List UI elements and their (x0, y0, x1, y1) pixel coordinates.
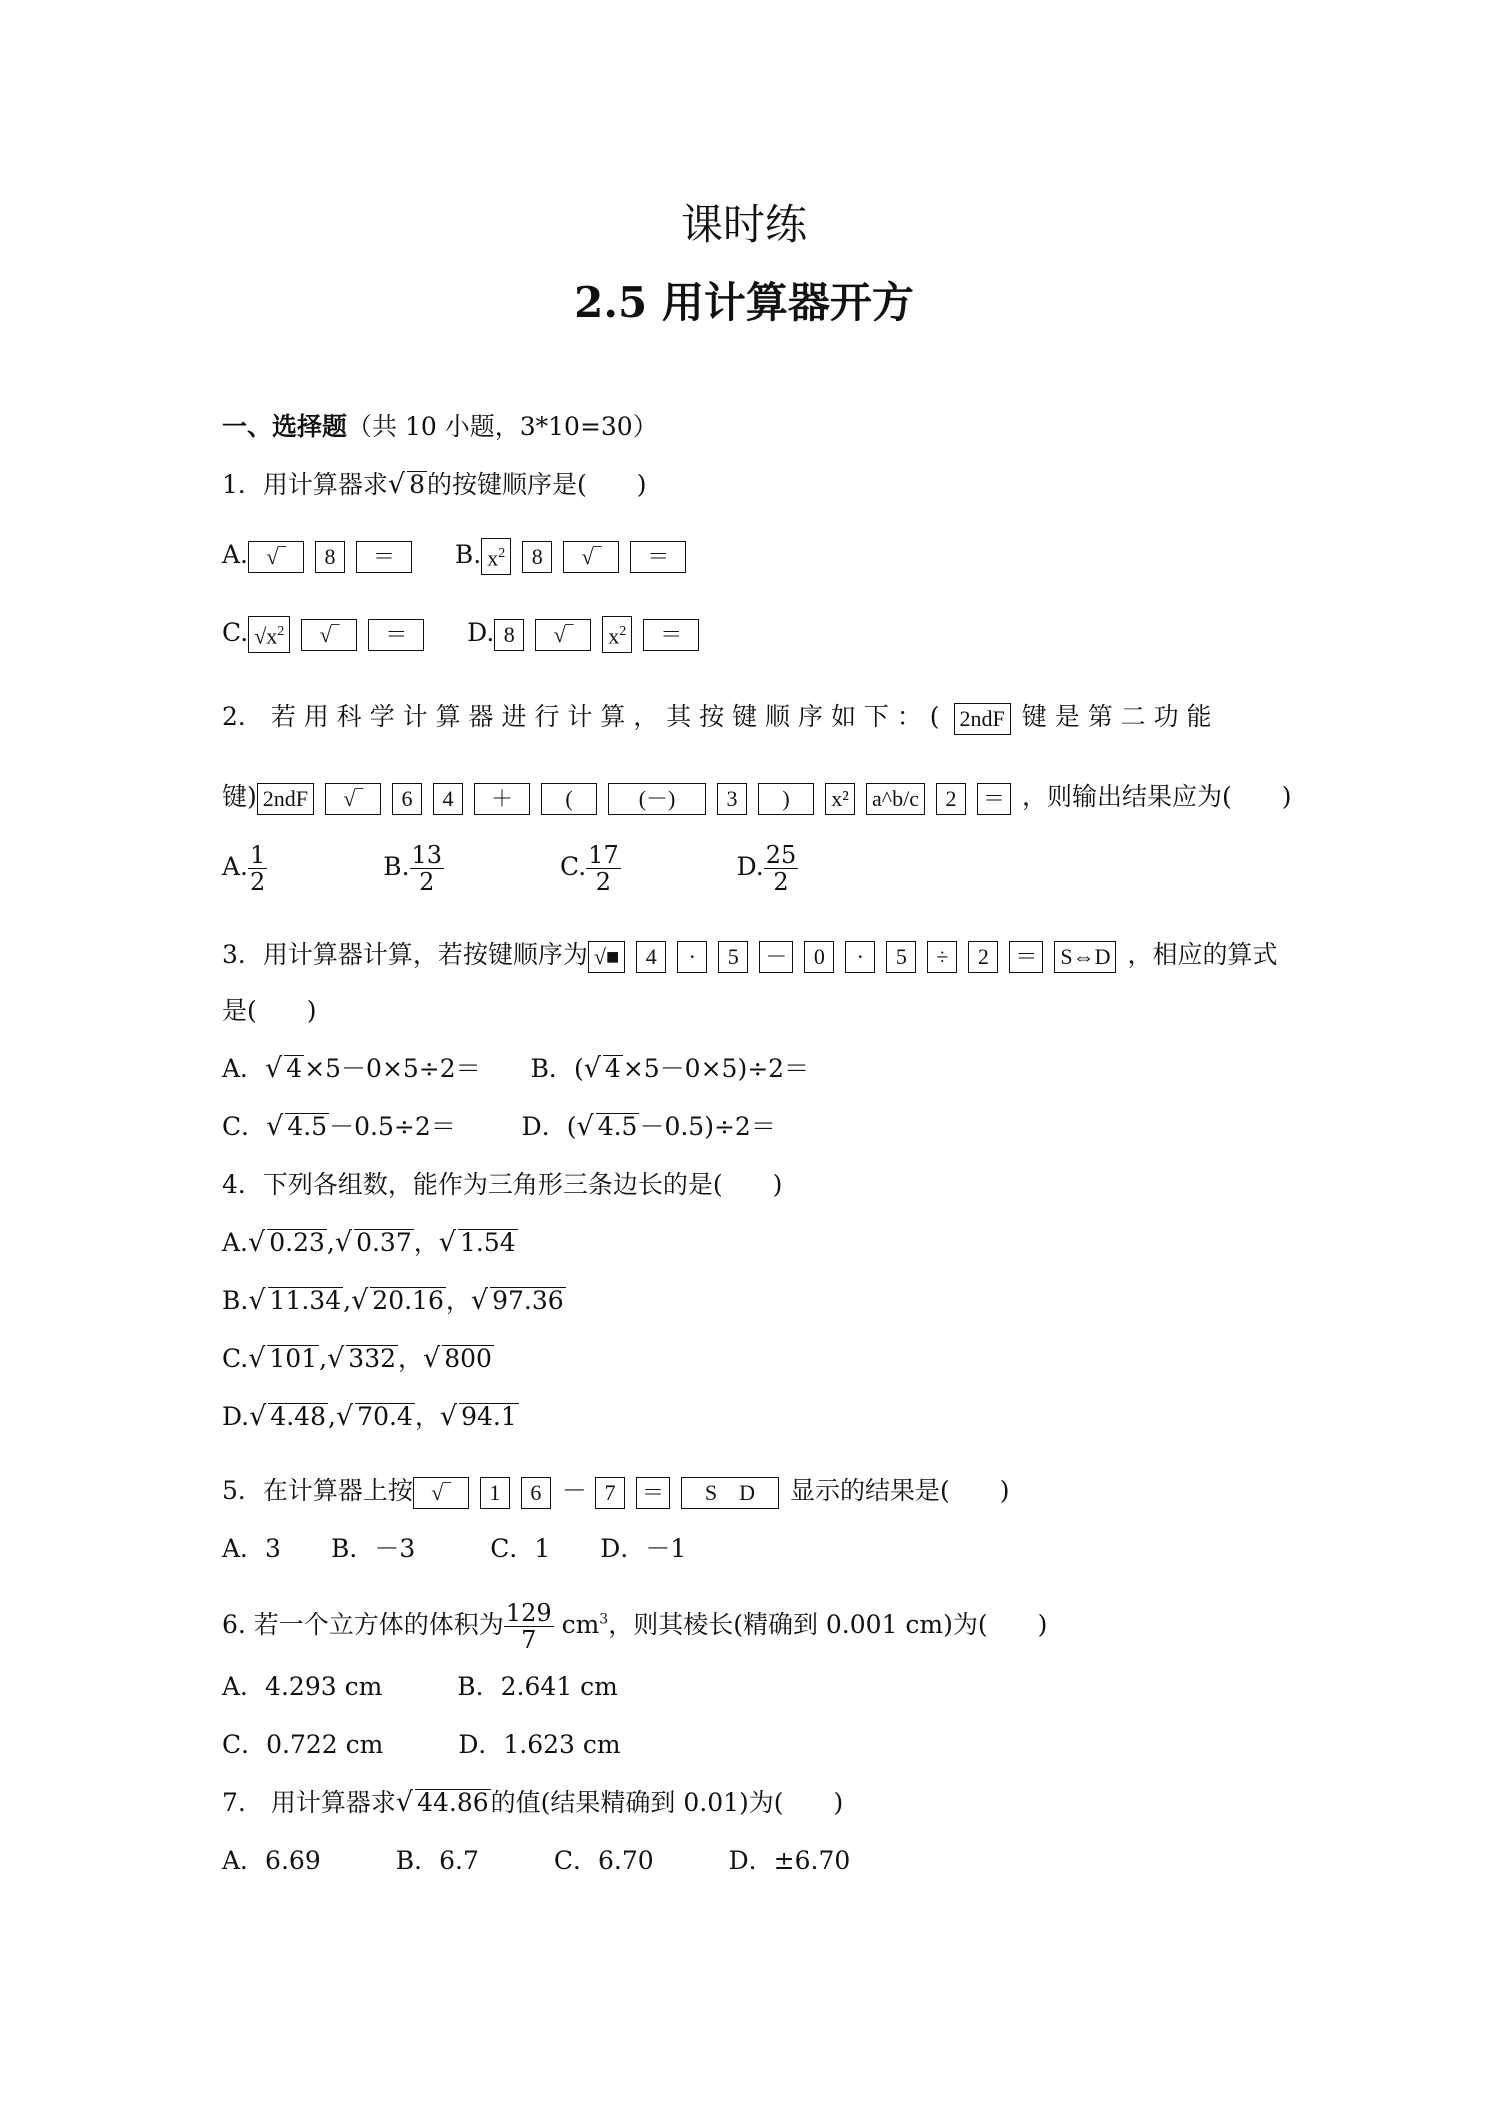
radicand: 4 (604, 1054, 621, 1083)
q1-option-d-label: D. (467, 618, 495, 647)
key-4: 4 (433, 783, 463, 815)
q4-option-d (222, 1400, 519, 1434)
key-equals: ＝ (630, 541, 686, 573)
q4-option-b (222, 1284, 566, 1318)
q3-option-a-label: A． (222, 1054, 266, 1083)
key-equals: ＝ (1009, 941, 1043, 973)
radical-sign: √ (249, 1401, 267, 1432)
question-2-keys (222, 780, 1292, 815)
separator: ， (413, 1228, 439, 1257)
key-5: 5 (886, 941, 916, 973)
q3-stem-b: ，相应的算式 (1127, 940, 1278, 969)
q6-stem-b: ，则其棱长(精确到 0.001 cm)为( ) (608, 1610, 1048, 1639)
q2-stem-d: ，则输出结果应为( ) (1022, 782, 1292, 811)
key-equals: ＝ (643, 619, 699, 651)
numerator: 25 (765, 841, 797, 869)
separator: , (328, 1402, 336, 1431)
q1-stem-a: 1．用计算器求 (222, 470, 388, 499)
denominator: 2 (419, 868, 435, 896)
key-2ndf: 2ndF (257, 783, 314, 815)
radicand: 70.4 (357, 1402, 413, 1431)
key-equals: ＝ (356, 541, 412, 573)
key-8: 8 (522, 541, 552, 573)
radical-sign: √ (248, 1227, 266, 1258)
q3-option-c-label: C． (222, 1112, 267, 1141)
page-title: 课时练 (680, 200, 807, 249)
radicand: 11.34 (269, 1286, 342, 1315)
q3-option-d-label: D． (521, 1112, 567, 1141)
key-2ndf: 2ndF (954, 703, 1011, 735)
question-6-options-cd: C．0.722 cm D．1.623 cm (222, 1730, 621, 1759)
question-1-options-ab (222, 538, 697, 575)
q7-stem-b: 的值(结果精确到 0.01)为( ) (490, 1788, 844, 1817)
radical-sign: √ (265, 1053, 283, 1084)
section-heading (222, 410, 658, 444)
q2-option-a (222, 841, 267, 896)
q3-option-c-rest: －0.5÷2＝ (329, 1112, 456, 1141)
radicand: 97.36 (492, 1286, 564, 1315)
q3-option-a-rest: ×5－0×5÷2＝ (304, 1054, 481, 1083)
question-7-options: A．6.69 B．6.7 C．6.70 D．±6.70 (222, 1846, 851, 1875)
question-2-stem (222, 700, 1212, 735)
key-sqrt: √‾ (563, 541, 619, 573)
key-sqrtx-text: √x (254, 623, 278, 649)
radicand: 332 (348, 1344, 397, 1373)
lesson-title: 2.5 用计算器开方 (574, 278, 914, 327)
radical-sign: √ (439, 1401, 458, 1432)
key-sqrt: √‾ (248, 541, 304, 573)
q5-stem-a: 5．在计算器上按 (222, 1476, 413, 1505)
separator: , (319, 1344, 328, 1373)
key-x-squared: x² (825, 783, 855, 815)
q3-option-b-rest: ×5－0×5)÷2＝ (622, 1054, 810, 1083)
key-x-squared (481, 538, 511, 574)
key-7: 7 (595, 1477, 625, 1509)
q2-option-d (736, 841, 799, 896)
minus-sign: － (561, 1476, 587, 1505)
key-x-squared (602, 616, 632, 652)
key-left-paren: ( (541, 783, 597, 815)
q6-stem-a: 6. 若一个立方体的体积为 (222, 1610, 504, 1639)
key-5: 5 (718, 941, 748, 973)
radicand: 800 (444, 1344, 492, 1373)
question-6-stem (222, 1600, 1047, 1653)
question-3-options-ab (222, 1052, 809, 1086)
numerator: 129 (505, 1599, 552, 1627)
separator: , (343, 1286, 352, 1315)
section-note: （共 10 小题，3*10=30） (347, 412, 658, 441)
option-label: C. (222, 1344, 249, 1373)
q2-stem-a: 2． 若 用 科 学 计 算 器 进 行 计 算 ， 其 按 键 顺 序 如 下 ： ( (222, 702, 940, 731)
q2-stem-c: 键) (222, 782, 257, 811)
key-negative: (－) (608, 783, 706, 815)
q1-stem-b: 的按键顺序是( ) (427, 470, 647, 499)
fraction (410, 842, 445, 895)
radicand: 101 (269, 1344, 318, 1373)
q4-option-a (222, 1226, 518, 1260)
fraction (504, 1600, 554, 1653)
key-minus: － (759, 941, 793, 973)
numerator: 13 (411, 841, 443, 869)
radical-sign: √ (583, 1053, 601, 1084)
q4-option-c (222, 1342, 494, 1376)
q2-stem-b: 键 是 第 二 功 能 (1021, 702, 1212, 731)
key-exp-2: 2 (619, 624, 627, 640)
q3-stem-c: 是( ) (222, 996, 317, 1025)
radical-sign: √ (470, 1285, 489, 1316)
denominator: 7 (521, 1626, 537, 1654)
separator: ， (414, 1402, 440, 1431)
radical-sign: √ (576, 1111, 594, 1142)
unit: cm (553, 1610, 600, 1639)
key-4: 4 (636, 941, 666, 973)
section-head: 一、选择题 (222, 412, 348, 441)
key-divide: ÷ (927, 941, 957, 973)
paren: ( (573, 1054, 584, 1083)
key-6: 6 (521, 1477, 551, 1509)
q1-option-b-label: B. (454, 540, 482, 569)
key-fraction: a^b/c (866, 783, 925, 815)
option-label: C. (559, 852, 587, 881)
radicand: 20.16 (372, 1286, 444, 1315)
key-equals: ＝ (977, 783, 1011, 815)
key-0: 0 (804, 941, 834, 973)
separator: ， (445, 1286, 471, 1315)
option-label: A. (222, 1228, 249, 1257)
denominator: 2 (773, 868, 789, 896)
radicand: 4.5 (287, 1112, 328, 1141)
radical-sign: √ (327, 1343, 345, 1374)
key-sqrt: √‾ (535, 619, 591, 651)
key-3: 3 (717, 783, 747, 815)
radicand: 94.1 (461, 1402, 517, 1431)
key-equals: ＝ (368, 619, 424, 651)
key-sqrt-box: √■ (588, 941, 625, 973)
key-equals: ＝ (636, 1477, 670, 1509)
q1-option-a-label: A. (222, 540, 249, 569)
radical-sign: √ (423, 1343, 441, 1374)
key-sqrt: √‾ (325, 783, 381, 815)
radical-sign: √ (334, 1227, 353, 1258)
separator: ， (398, 1344, 424, 1373)
q1-radicand: 8 (409, 470, 426, 499)
numerator: 17 (588, 841, 619, 869)
fraction (248, 842, 267, 895)
key-exp-2: 2 (498, 546, 506, 562)
denominator: 2 (250, 868, 266, 896)
fraction (764, 842, 799, 895)
key-x-text: x (487, 545, 499, 571)
option-label: B. (222, 1286, 249, 1315)
numerator: 1 (250, 841, 266, 869)
question-1-stem (222, 468, 647, 502)
key-2: 2 (936, 783, 966, 815)
key-2: 2 (968, 941, 998, 973)
key-1: 1 (480, 1477, 510, 1509)
radicand: 4.48 (270, 1402, 326, 1431)
q1-option-c-label: C. (222, 618, 249, 647)
radical-sign: √ (387, 469, 406, 500)
question-4-stem: 4．下列各组数，能作为三角形三条边长的是( ) (222, 1170, 783, 1199)
radical-sign: √ (335, 1401, 354, 1432)
question-1-options-cd (222, 616, 710, 653)
question-5-stem (222, 1474, 1009, 1509)
radicand: 0.23 (269, 1228, 325, 1257)
unit-exponent: 3 (599, 1611, 609, 1628)
q3-option-d-rest: －0.5)÷2＝ (639, 1112, 776, 1141)
key-s-to-d: S⇔D (1054, 941, 1116, 973)
q2-option-c (559, 841, 621, 896)
question-3-options-cd (222, 1110, 776, 1144)
radical-sign: √ (438, 1227, 456, 1258)
option-label: B. (383, 852, 410, 881)
radical-sign: √ (248, 1285, 266, 1316)
key-6: 6 (392, 783, 422, 815)
q3-stem-a: 3．用计算器计算，若按键顺序为 (222, 940, 588, 969)
paren: ( (566, 1112, 577, 1141)
radical-sign: √ (248, 1343, 266, 1374)
key-exp-2: 2 (277, 624, 285, 640)
key-dot: · (677, 941, 707, 973)
q5-stem-b: 显示的结果是( ) (789, 1476, 1010, 1505)
option-label: D. (736, 852, 764, 881)
radicand: 0.37 (356, 1228, 412, 1257)
question-3-stem (222, 938, 1277, 973)
radical-sign: √ (351, 1285, 369, 1316)
key-dot: · (845, 941, 875, 973)
radicand: 4 (286, 1054, 303, 1083)
key-8: 8 (494, 619, 524, 651)
option-label: A. (222, 852, 249, 881)
separator: , (326, 1228, 335, 1257)
option-label: D. (222, 1402, 250, 1431)
radicand: 4.5 (597, 1112, 638, 1141)
question-7-stem (222, 1786, 843, 1820)
key-x-text: x (608, 623, 620, 649)
radicand: 44.86 (417, 1788, 489, 1817)
key-sqrt-x-squared (248, 616, 290, 652)
q3-option-b-label: B． (530, 1054, 574, 1083)
radical-sign: √ (266, 1111, 284, 1142)
q7-stem-a: 7. 用计算器求 (222, 1788, 396, 1817)
denominator: 2 (595, 868, 612, 896)
key-sqrt: √‾ (301, 619, 357, 651)
question-5-options: A．3 B．－3 C．1 D．－1 (222, 1534, 687, 1563)
key-plus: ＋ (474, 783, 530, 815)
fraction (586, 842, 621, 895)
key-sqrt: √‾ (413, 1477, 469, 1509)
key-s-d: S D (681, 1477, 779, 1509)
radicand: 1.54 (459, 1228, 516, 1257)
q2-option-b (383, 841, 444, 896)
question-2-options (222, 842, 798, 895)
key-right-paren: ) (758, 783, 814, 815)
question-6-options-ab: A．4.293 cm B．2.641 cm (222, 1672, 618, 1701)
radical-sign: √ (395, 1787, 414, 1818)
key-8: 8 (315, 541, 345, 573)
